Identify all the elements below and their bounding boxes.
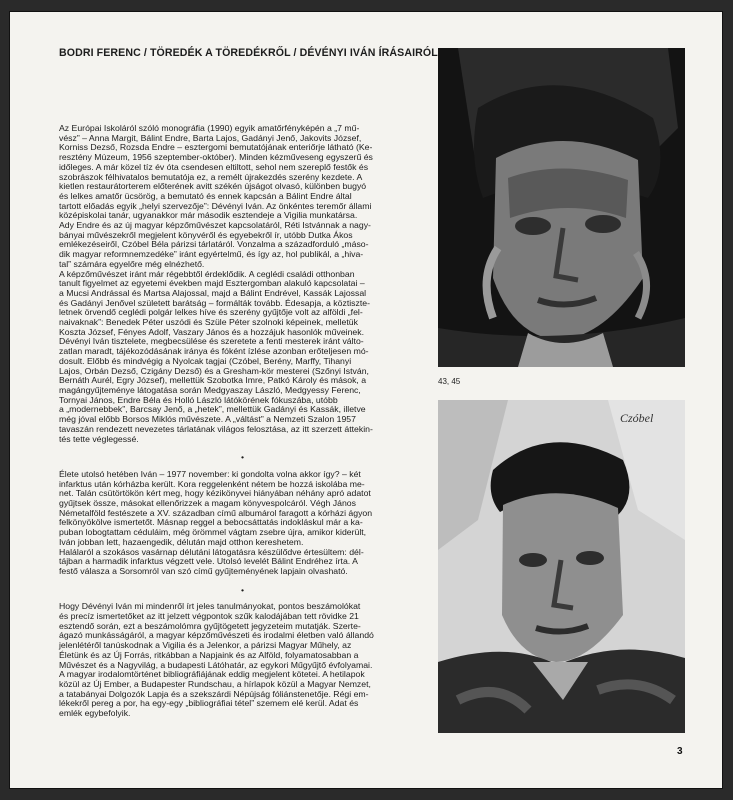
page	[10, 12, 722, 788]
section-separator-2: •	[240, 584, 245, 595]
portrait-painting-top	[438, 48, 685, 367]
paragraph-3: Élete utolsó hetében Iván – 1977 november: ki gondolta volna akkor így? – két infarktus után kórházba került. Kora reggelenként nétem be hozzá iskolába me- net. Talán csütörtökön kért meg, hogy kézikönyvei hiányában néhány apró adatot gyűjtsek össze, másokat ellenőrizzek a magam könyvespolcáról. Végh János Németalföld festészete a XV. században című albumárol faragott a kórházi ágyon felkönyökölve ismertetőt. Másnap reggel a bebocsáttatás indokláskul már a ka- puban lobogtattam céduláim, még örömmel vágtam zsebre újra, amikor kiderült, Iván jobban lett, hazaengedik, délután majd otthon kereshetem. Halálaról a szokásos vasárnap délutáni látogatásra készülődve értesültem: dél- tájban a harmadik infarktus végzett vele. Utolsó levelét Bálint Endréhez írta. A festő válasza a Sorsomról van szó című gyűjteményének lapjain olvasható.	[59, 468, 373, 576]
figure-caption: 43, 45	[438, 377, 461, 386]
paragraph-4: Hogy Dévényi Iván mi mindenről írt jeles tanulmányokat, pontos beszámolókat és precíz ismertetőket az itt jelzett végpontok szűk kalodájában tett rövidke 21 esztendő során, ezt a beszámolómra gyűjtögetett jegyzeteim mutatják. Szerte- ágazó munkásságáról, a magyar képzőművészeti és irodalmi életben való állandó jelenlétéről tanúskodnak a Vigilia és a Jelenkor, a párizsi Magyar Műhely, az Életünk és az Új Forrás, ritkábban a Napjaink és az Alföld, folyamatosabban a Művészet és a Nagyvilág, a budapesti Látóhatár, az egykori Műgyűjtő évfolyamai. A magyar irodalomtörténet bibliográfiájának eddig megjelent kötetei. A hetilapok közül az Új Ember, a Budapester Rundschau, a hírlapok közül a Magyar Nemzet, a tatabányai Dolgozók Lapja és a szekszárdi Népújság fóliánstenetője. Régi em- lékekről pereg a por, ha egy-egy „bibliográfiai tétel” szemem elé kerül. Adat és emlék egybefolyik.	[59, 601, 374, 719]
page-number: 3	[677, 746, 683, 757]
paragraph-2: A képzőművészet iránt már régebbtől érdeklődik. A ceglédi családi otthonban tanult figyelmet az egyetemi években majd Esztergomban alakuló kapcsolatai – a Mucsi Andrással és Martsa Alajossal, majd a Bálint Endrével, Kassák Lajossal és Gadányi Jenővel született barátság – formálták tovább. Édesapja, a köztiszte- letnek örvendő ceglédi polgár lelkes híve és szerény gyűjtője volt az alföldi „fel- naivaknak”: Benedek Péter uszódi és Szüle Péter szolnoki képeinek, melletük Koszta József, Fényes Adolf, Vaszary János és a hozzájuk hasonlók műveinek. Dévényi Iván tisztelete, megbecsülése és szeretete a fenti mesterek iránt válto- zatlan maradt, tájékozódásának iránya és fóként ízlése azonban erőteljesen mó- dosult. Előbb és mindvégig a Nyolcak tagjai (Czóbel, Berény, Marffy, Tihanyi Lajos, Orbán Dezső, Czigány Dezső) és a Gresham-kör mesterei (Szőnyi István, Bernáth Aurél, Egry József), mellettük Szobotka Imre, Patkó Károly és mások, a magángyűjteménye látogatása során Medgyaszay László, Medgyessy Ferenc, Tornyai János, Endre Béla és Holló László látókörének fókuszába, utóbb a „modernebbek”, Barcsay Jenő, a „hetek”, mellettük Gadányi és Kassák, illetve még jóval előbb Borsos Miklós művészete. A „váltást” a Nemzeti Szalon 1957 tavaszán rendezett nevezetes tárlatának világos felosztása, az itt szerzett áttekin- tés tette véglegessé.	[59, 268, 373, 444]
page-header: BODRI FERENC / TÖREDÉK A TÖREDÉKRŐL / DÉVÉNYI IVÁN ÍRÁSAIRÓL	[59, 47, 438, 59]
portrait-bottom-image	[438, 400, 685, 733]
portrait-top-image	[438, 48, 685, 367]
paragraph-1: Az Európai Iskoláról szóló monográfia (1990) egyik amatőrfényképén a „7 mű- vész” – Anna Margit, Bálint Endre, Barta Lajos, Gadányi Jenő, Jakovits József, Korniss Dezső, Rozsda Endre – esztergomi bemutatójának enteriőrje látható (Ke- resztény Múzeum, 1956 szeptember-október). Minden kézműveseng egyszerű és időleges. A már közel tíz év óta csendesen eltiltott, sehol nem szereplő festők és szobrászok félhivatalos bemutatója ez, a remélt újrakezdés szerény kezdete. A kietlen restaurátorterem előterének avitt székén újságot olvasó, különben bugyó és lelkes amatőr ücsörög, a bemutató és ennek kapcsán a Bálint Endre által tartott előadás egyik „helyi szervezője”: Dévényi Iván. Az önkéntes teremőr állami középiskolai tanár, ugyanakkor már második esztendeje a Vigilia munkatársa. Ady Endre és az új magyar képzőművészet kapcsolatáról, Réti Istvánnak a nagy- bányai művészekről megjelent könyvéről és egyebekről ír, utóbb Dutka Ákos emlékezéseiről, Czóbel Béla párizsi tárlatáról. Vonzalma a századforduló „máso- dik magyar reformnemzedéke” iránt egyértelmű, és így az, hol publikál, a „hiva- tal” számára egyelőre még elnézhető.	[59, 123, 373, 269]
portrait-painting-bottom	[438, 400, 685, 733]
article-body	[59, 124, 426, 719]
section-separator-1: •	[240, 452, 245, 463]
painting-signature: Czóbel	[620, 411, 654, 425]
